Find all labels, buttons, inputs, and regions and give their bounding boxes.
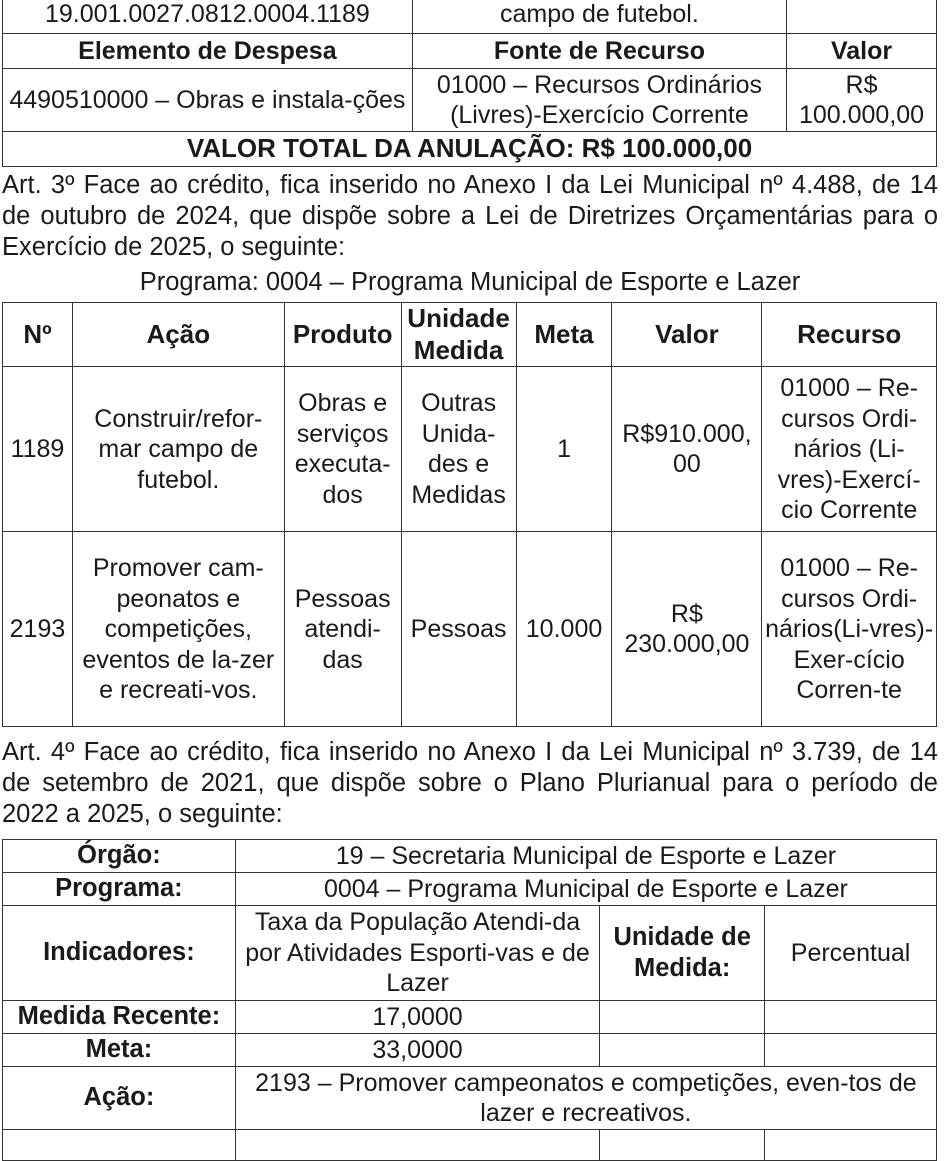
table-row <box>3 1001 937 1034</box>
row-recurso: 01000 – Re-cursos Ordi-nários(Li-vres)- Exer-cício Corren-te <box>762 532 937 727</box>
empty-cell <box>600 1034 765 1067</box>
header-elemento: Elemento de Despesa <box>3 34 413 69</box>
row-numero: 1189 <box>3 367 73 532</box>
header-numero: Nº <box>3 303 73 367</box>
medida-recente-value: 17,0000 <box>235 1001 599 1034</box>
fonte-cell: 01000 – Recursos Ordinários (Livres)-Exercício Corrente <box>412 69 786 132</box>
dotacao-description: campo de futebol. <box>412 0 786 34</box>
table-header-row <box>3 303 937 367</box>
header-recurso: Recurso <box>762 303 937 367</box>
table-row <box>3 1067 937 1130</box>
programa-heading: Programa: 0004 – Programa Municipal de Esporte e Lazer <box>139 268 801 296</box>
header-valor: Valor <box>787 34 937 69</box>
row-valor: R$910.000, 00 <box>612 367 762 532</box>
empty-cell <box>600 1130 765 1161</box>
table-row <box>3 906 937 1001</box>
unidade-value: Percentual <box>765 906 937 1001</box>
empty-cell <box>600 1001 765 1034</box>
elemento-cell: 4490510000 – Obras e instala-ções <box>3 69 413 132</box>
valor-cell: R$ 100.000,00 <box>787 69 937 132</box>
row-unidade: Outras Unida-des e Medidas <box>401 367 516 532</box>
medida-recente-label: Medida Recente: <box>3 1001 236 1034</box>
row-numero: 2193 <box>3 532 73 727</box>
dotacao-table <box>2 0 937 167</box>
header-acao: Ação <box>72 303 284 367</box>
acao-label: Ação: <box>3 1067 236 1130</box>
row-acao: Promover cam-peonatos e competições, eventos de la-zer e recreati-vos. <box>72 532 284 727</box>
empty-cell <box>765 1130 937 1161</box>
table-row <box>3 69 937 132</box>
programa-value: 0004 – Programa Municipal de Esporte e Lazer <box>235 873 936 906</box>
header-produto: Produto <box>284 303 401 367</box>
table-header-row <box>3 34 937 69</box>
row-produto: Pessoas atendi-das <box>284 532 401 727</box>
header-fonte: Fonte de Recurso <box>412 34 786 69</box>
row-produto: Obras e serviços executa-dos <box>284 367 401 532</box>
empty-cell <box>235 1130 599 1161</box>
programa-label: Programa: <box>3 873 236 906</box>
indicadores-value: Taxa da População Atendi-da por Atividades Esporti-vas e de Lazer <box>235 906 599 1001</box>
orgao-value: 19 – Secretaria Municipal de Esporte e Lazer <box>235 840 936 873</box>
acao-value: 2193 – Promover campeonatos e competições, even-tos de lazer e recreativos. <box>235 1067 936 1130</box>
unidade-label: Unidade de Medida: <box>600 906 765 1001</box>
meta-value: 33,0000 <box>235 1034 599 1067</box>
article-3: Art. 3º Face ao crédito, fica inserido no Anexo I da Lei Municipal nº 4.488, de 14 de outubro de 2024, que dispõe sobre a Lei de Diretrizes Orçamentárias para o Exercício de 2025, o seguinte: <box>2 171 938 261</box>
header-meta: Meta <box>516 303 612 367</box>
row-valor: R$ 230.000,00 <box>612 532 762 727</box>
table-row <box>3 1130 937 1161</box>
table-row <box>3 840 937 873</box>
table-row <box>3 0 937 34</box>
row-unidade: Pessoas <box>401 532 516 727</box>
table-row <box>3 873 937 906</box>
row-meta: 10.000 <box>516 532 612 727</box>
dotacao-empty <box>787 0 937 34</box>
row-recurso: 01000 – Re-cursos Ordi-nários (Li-vres)-Exercí-cio Corrente <box>762 367 937 532</box>
acoes-table <box>2 302 937 727</box>
row-meta: 1 <box>516 367 612 532</box>
article-4: Art. 4º Face ao crédito, fica inserido no Anexo I da Lei Municipal nº 3.739, de 14 de setembro de 2021, que dispõe sobre o Plano Plurianual para o período de 2022 a 2025, o seguinte: <box>2 738 938 828</box>
table-row <box>3 1034 937 1067</box>
header-valor: Valor <box>612 303 762 367</box>
header-unidade: Unidade Medida <box>401 303 516 367</box>
table-row <box>3 532 937 727</box>
total-anulacao: VALOR TOTAL DA ANULAÇÃO: R$ 100.000,00 <box>3 132 937 167</box>
ppa-table <box>2 839 937 1161</box>
orgao-label: Órgão: <box>3 840 236 873</box>
meta-label: Meta: <box>3 1034 236 1067</box>
total-row <box>3 132 937 167</box>
table-row <box>3 367 937 532</box>
empty-cell <box>3 1130 236 1161</box>
indicadores-label: Indicadores: <box>3 906 236 1001</box>
row-acao: Construir/refor-mar campo de futebol. <box>72 367 284 532</box>
dotacao-code: 19.001.0027.0812.0004.1189 <box>3 0 413 34</box>
empty-cell <box>765 1034 937 1067</box>
empty-cell <box>765 1001 937 1034</box>
